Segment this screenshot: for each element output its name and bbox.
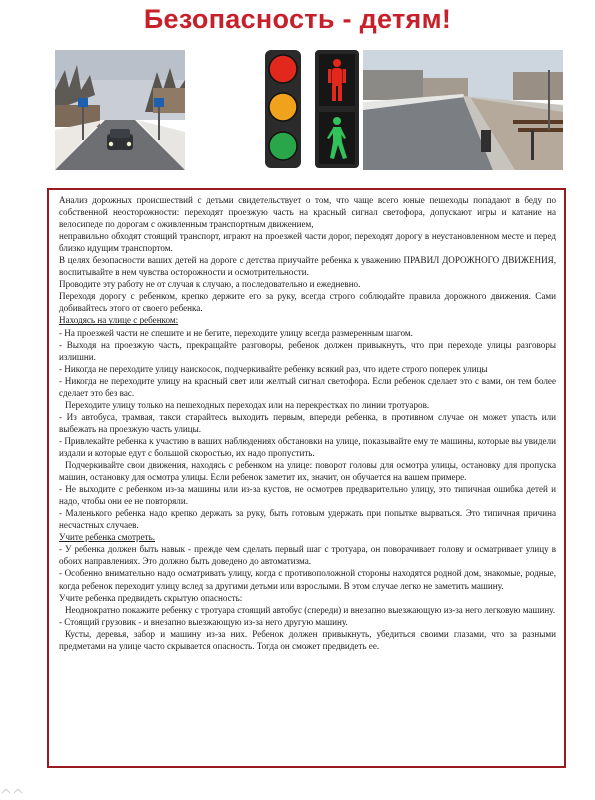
winter-road-photo: [55, 50, 185, 170]
daily-advice: Проводите эту работу не от случая к случаю, а последовательно и ежедневно.: [59, 279, 361, 290]
list-item: Переходите улицу только на пешеходных переходах или на перекрестках по линии тротуаров.: [65, 399, 430, 410]
photo-strip: [55, 50, 563, 170]
article-body: [59, 194, 556, 652]
sidewalk-photo: [363, 50, 563, 170]
crossing-advice: Переходя дорогу с ребенком, крепко держите его за руку, всегда строго соблюдайте правила дорожного движения. Сами добивайтесь этого от своего ребенка.: [59, 291, 556, 314]
section-heading-look: Учите ребенка смотреть.: [59, 532, 156, 543]
list-item: Кусты, деревья, забор и машину из-за них. Ребенок должен привыкнуть, убедиться своими глазами, что за разными предметами на улице часто скрывается опасность. Тогда он сможет предвидеть ее.: [59, 628, 556, 651]
section-heading-on-street: Находясь на улице с ребенком:: [59, 315, 179, 326]
traffic-light-vehicle: [262, 50, 304, 170]
list-item: - Привлекайте ребенка к участию в ваших наблюдениях обстановки на улице, показывайте ему те машины, которые вы увидели издали и которые едут с большой скоростью, их надо пропустить.: [59, 435, 556, 458]
list-item: - Не выходите с ребенком из-за машины или из-за кустов, не осмотрев предварительно улицу, это типичная ошибка детей и надо, чтобы они ее не повторяли.: [59, 484, 556, 507]
list-item: - Маленького ребенка надо крепко держать за руку, быть готовым удержать при попытке вырваться. Это типичная причина несчастных случаев.: [59, 508, 556, 531]
intro-continuation: неправильно обходят стоящий транспорт, играют на проезжей части дорог, переходят дорогу в неустановленном месте и перед близко идущим транспортом.: [59, 231, 556, 254]
list-item: - Особенно внимательно надо осматривать улицу, когда с противоположной стороны находятся родной дом, знакомые, родные, когда ребенок переходит улицу вслед за другими детьми или взрослыми. В этом случае легко не заметить машину.: [59, 568, 556, 591]
list-item: - На проезжей части не спешите и не бегите, переходите улицу всегда размеренным шагом.: [59, 327, 413, 338]
text-frame: [47, 188, 566, 768]
page-corner-marks: [0, 782, 40, 794]
traffic-light-pedestrian: [312, 50, 362, 170]
list-item: - Никогда не переходите улицу на красный свет или желтый сигнал светофора. Если ребенок сделает это с вами, он тем более сделает это без вас.: [59, 375, 556, 398]
intro-paragraph: Анализ дорожных происшествий с детьми свидетельствует о том, что чаще всего юные пешеходы попадают в беду по собственной неосторожности: переходят проезжую часть на красный сигнал светофора, допускают игры и катание на велосипеде по дорогам с оживленным транспортным движением,: [59, 195, 556, 230]
list-item: - Никогда не переходите улицу наискосок, подчеркивайте ребенку всякий раз, что идете строго поперек улицы: [59, 363, 488, 374]
list-item: - Из автобуса, трамвая, такси старайтесь выходить первым, впереди ребенка, в противном случае он может упасть или выбежать на проезжую часть улицы.: [59, 411, 556, 434]
list-item: Подчеркивайте свои движения, находясь с ребенком на улице: поворот головы для осмотра улицы, остановку для пропуска машин, остановку для осмотра улицы. Если ребенок заметит их, значит, он обучается на вашем примере.: [59, 460, 556, 483]
list-item: - Выходя на проезжую часть, прекращайте разговоры, ребенок должен привыкнуть, что при переходе улицы разговоры излишни.: [59, 339, 556, 362]
page-title: Безопасность - детям!: [143, 4, 452, 34]
safety-advice: В целях безопасности ваших детей на дороге с детства приучайте ребенка к уважению ПРАВИЛ ДОРОЖНОГО ДВИЖЕНИЯ, воспитывайте в нем чувства осторожности и осмотрительности.: [59, 255, 556, 278]
list-item: Неоднократно покажите ребенку с тротуара стоящий автобус (спереди) и внезапно выезжающую из-за него легковую машину.: [65, 604, 556, 615]
list-item: - Стоящий грузовик - и внезапно выезжающую из-за него другую машину.: [59, 616, 348, 627]
list-item: - У ребенка должен быть навык - прежде чем сделать первый шаг с тротуара, он поворачивает голову и осматривает улицу в обоих направлениях. Это должно быть доведено до автоматизма.: [59, 544, 556, 567]
section-heading-foresee: Учите ребенка предвидеть скрытую опасность:: [59, 592, 243, 603]
